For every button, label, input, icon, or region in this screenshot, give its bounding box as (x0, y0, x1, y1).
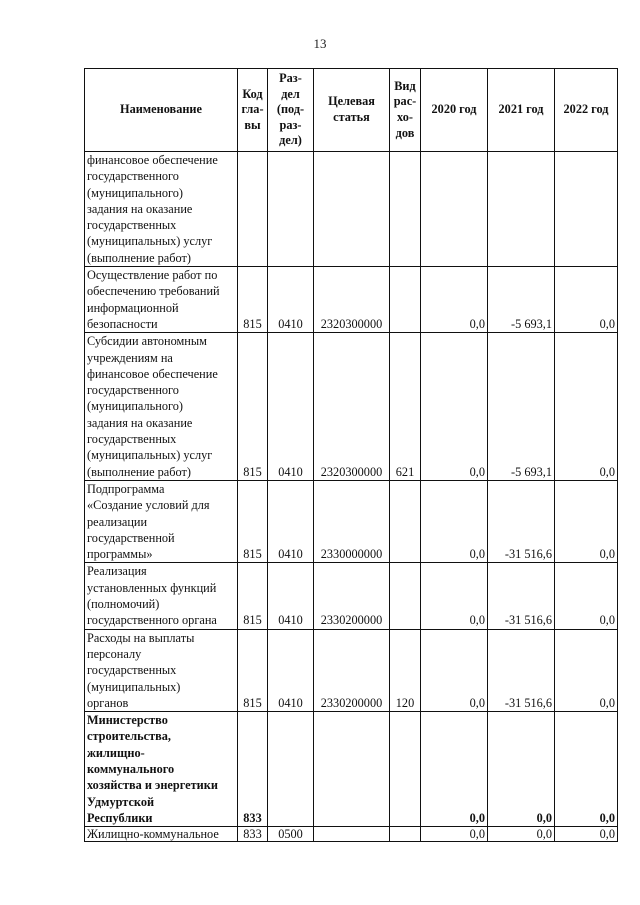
cell-section: 0410 (268, 333, 314, 481)
cell-year-2022: 0,0 (555, 267, 618, 333)
cell-target-article (314, 827, 390, 842)
cell-year-2020 (421, 152, 488, 267)
cell-name-line: Осуществление работ по (87, 268, 218, 283)
cell-name-line: установленных функций (87, 580, 217, 595)
cell-name-line: Реализация (87, 564, 147, 579)
cell-year-2020: 0,0 (421, 712, 488, 827)
table-row (85, 333, 618, 481)
cell-name-line: государственного (87, 169, 179, 184)
cell-name-line: государственной (87, 530, 175, 545)
cell-target-article: 2320300000 (314, 267, 390, 333)
cell-year-2022: 0,0 (555, 827, 618, 842)
cell-target-article: 2330000000 (314, 480, 390, 562)
cell-chapter-code: 815 (238, 629, 268, 711)
cell-target-article: 2330200000 (314, 563, 390, 629)
table-row (85, 827, 618, 842)
cell-name (85, 152, 238, 267)
header-section: Раз- дел (под- раз- дел) (268, 69, 314, 152)
cell-name-line: персоналу (87, 646, 142, 661)
header-chapter-code: Код гла- вы (238, 69, 268, 152)
cell-name-line: учреждениям на (87, 350, 173, 365)
cell-expense-type: 621 (390, 333, 421, 481)
cell-name-line: безопасности (87, 316, 158, 331)
cell-name-line: коммунального (87, 761, 175, 776)
cell-expense-type (390, 480, 421, 562)
cell-year-2020: 0,0 (421, 827, 488, 842)
cell-year-2022: 0,0 (555, 333, 618, 481)
cell-year-2021 (488, 152, 555, 267)
cell-year-2021: 0,0 (488, 712, 555, 827)
cell-name-line: государственного органа (87, 613, 217, 628)
cell-name-line: «Создание условий для (87, 498, 210, 513)
cell-name-line: Удмуртской (87, 794, 155, 809)
cell-chapter-code: 833 (238, 827, 268, 842)
cell-year-2021: -5 693,1 (488, 267, 555, 333)
cell-section: 0410 (268, 267, 314, 333)
table-row (85, 267, 618, 333)
cell-year-2021: -31 516,6 (488, 480, 555, 562)
cell-target-article (314, 152, 390, 267)
cell-year-2021: -31 516,6 (488, 563, 555, 629)
header-year-2020: 2020 год (421, 69, 488, 152)
cell-chapter-code: 815 (238, 563, 268, 629)
cell-name-line: финансовое обеспечение (87, 366, 218, 381)
cell-name-line: государственного (87, 383, 179, 398)
cell-name-line: программы» (87, 547, 153, 562)
cell-name (85, 480, 238, 562)
table-row (85, 712, 618, 827)
cell-name-line: финансовое обеспечение (87, 153, 218, 167)
cell-name-line: (полномочий) (87, 597, 160, 612)
cell-year-2022: 0,0 (555, 563, 618, 629)
table-row (85, 480, 618, 562)
cell-name-line: обеспечению требований (87, 284, 220, 299)
cell-chapter-code: 815 (238, 480, 268, 562)
page-number: 13 (313, 36, 327, 51)
cell-expense-type (390, 712, 421, 827)
table-row (85, 152, 618, 267)
cell-year-2022: 0,0 (555, 629, 618, 711)
cell-year-2022 (555, 152, 618, 267)
header-year-2022: 2022 год (555, 69, 618, 152)
cell-year-2022: 0,0 (555, 480, 618, 562)
cell-target-article: 2320300000 (314, 333, 390, 481)
cell-name-line: Расходы на выплаты (87, 630, 195, 645)
cell-name-line: задания на оказание (87, 201, 193, 216)
header-name (85, 69, 238, 152)
cell-chapter-code: 833 (238, 712, 268, 827)
table-body (85, 152, 618, 842)
header-target-article: Целевая статья (314, 69, 390, 152)
cell-expense-type (390, 827, 421, 842)
cell-name-line: жилищно- (87, 745, 145, 760)
cell-target-article: 2330200000 (314, 629, 390, 711)
cell-name-line: государственных (87, 663, 177, 678)
budget-table (84, 68, 618, 842)
cell-name-line: задания на оказание (87, 415, 193, 430)
cell-year-2020: 0,0 (421, 480, 488, 562)
cell-name-line: органов (87, 695, 129, 710)
cell-expense-type (390, 267, 421, 333)
cell-year-2021: -5 693,1 (488, 333, 555, 481)
cell-name-line: строительства, (87, 729, 171, 744)
cell-name (85, 827, 238, 842)
cell-chapter-code (238, 152, 268, 267)
cell-name-line: Министерство (87, 713, 168, 728)
cell-year-2020: 0,0 (421, 629, 488, 711)
cell-year-2020: 0,0 (421, 333, 488, 481)
cell-section: 0500 (268, 827, 314, 842)
table-header-row (85, 69, 618, 152)
cell-name-line: (муниципального) (87, 185, 183, 200)
cell-target-article (314, 712, 390, 827)
cell-name (85, 712, 238, 827)
cell-name-line: Республики (87, 810, 153, 825)
cell-section (268, 152, 314, 267)
cell-name-line: информационной (87, 300, 179, 315)
cell-name-line: (муниципальных) (87, 679, 181, 694)
header-year-2021: 2021 год (488, 69, 555, 152)
cell-name-line: (выполнение работ) (87, 464, 191, 479)
cell-name-line: Подпрограмма (87, 481, 165, 496)
cell-name (85, 267, 238, 333)
cell-year-2020: 0,0 (421, 563, 488, 629)
header-name-label: Наименование (120, 102, 202, 117)
cell-expense-type (390, 563, 421, 629)
cell-year-2020: 0,0 (421, 267, 488, 333)
table-row (85, 563, 618, 629)
cell-chapter-code: 815 (238, 267, 268, 333)
cell-name-line: (выполнение работ) (87, 250, 191, 265)
cell-name (85, 629, 238, 711)
cell-year-2022: 0,0 (555, 712, 618, 827)
cell-name (85, 333, 238, 481)
cell-name-line: (муниципальных) услуг (87, 448, 213, 463)
cell-name-line: государственных (87, 218, 177, 233)
cell-name-line: реализации (87, 514, 148, 529)
header-expense-type: Вид рас- хо- дов (390, 69, 421, 152)
cell-section: 0410 (268, 563, 314, 629)
table-row (85, 629, 618, 711)
cell-name (85, 563, 238, 629)
cell-name-line: (муниципальных) услуг (87, 234, 213, 249)
cell-name-line: Жилищно-коммунальное (87, 827, 219, 842)
cell-name-line: (муниципального) (87, 399, 183, 414)
cell-year-2021: 0,0 (488, 827, 555, 842)
cell-year-2021: -31 516,6 (488, 629, 555, 711)
cell-name-line: Субсидии автономным (87, 334, 207, 349)
cell-section: 0410 (268, 629, 314, 711)
cell-name-line: государственных (87, 432, 177, 447)
cell-section: 0410 (268, 480, 314, 562)
cell-expense-type: 120 (390, 629, 421, 711)
cell-expense-type (390, 152, 421, 267)
cell-name-line: хозяйства и энергетики (87, 778, 218, 793)
cell-chapter-code: 815 (238, 333, 268, 481)
cell-section (268, 712, 314, 827)
